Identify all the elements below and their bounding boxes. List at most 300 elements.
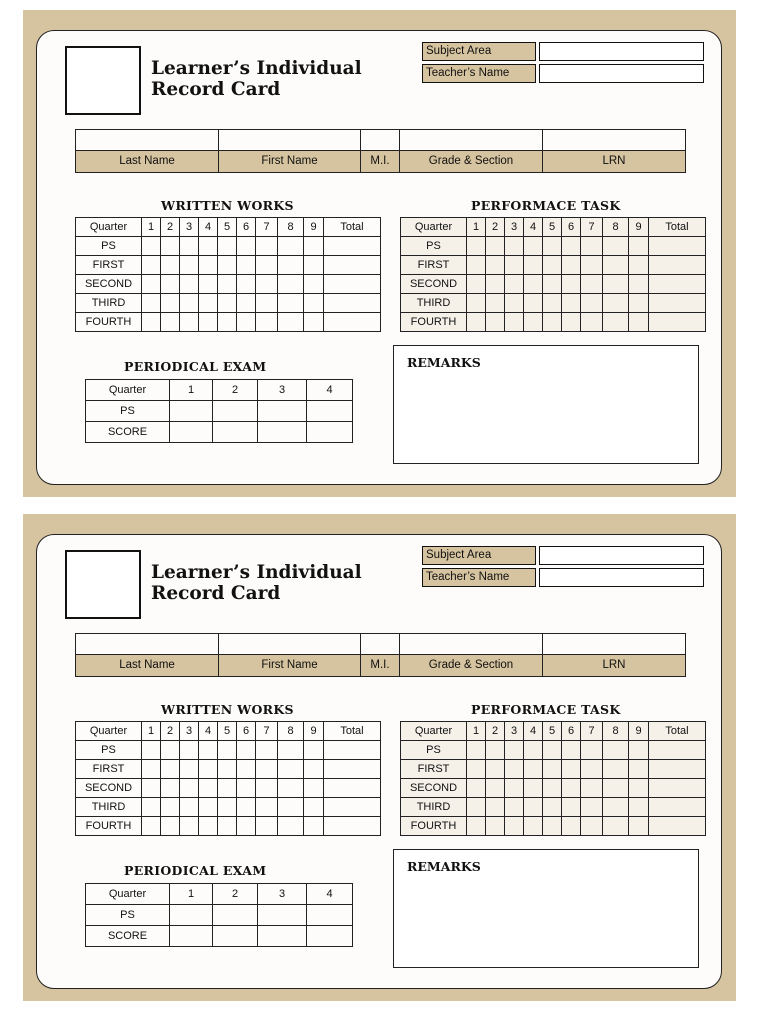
score-cell[interactable] <box>562 760 581 779</box>
score-cell[interactable] <box>278 237 304 256</box>
score-cell[interactable] <box>142 256 161 275</box>
score-cell[interactable] <box>237 798 256 817</box>
exam-cell[interactable] <box>170 926 213 947</box>
score-cell[interactable] <box>603 313 629 332</box>
lrn-field[interactable] <box>543 130 686 151</box>
score-cell[interactable] <box>524 779 543 798</box>
score-cell[interactable] <box>161 237 180 256</box>
score-cell[interactable] <box>524 275 543 294</box>
record-card-panel-2 <box>23 514 736 1001</box>
lrn-field[interactable] <box>543 634 686 655</box>
exam-cell[interactable] <box>258 422 307 443</box>
record-card-panel-1 <box>23 10 736 497</box>
subject-area-label: Subject Area <box>422 546 536 565</box>
score-cell[interactable] <box>603 817 629 836</box>
score-cell[interactable] <box>562 741 581 760</box>
column-header: 2 <box>161 722 180 741</box>
score-cell[interactable] <box>505 237 524 256</box>
row-label: SCORE <box>86 926 170 947</box>
score-cell[interactable] <box>562 779 581 798</box>
score-cell[interactable] <box>142 275 161 294</box>
score-cell[interactable] <box>199 779 218 798</box>
score-cell[interactable] <box>505 275 524 294</box>
column-header: 9 <box>304 722 324 741</box>
quarter-header: Quarter <box>86 380 170 401</box>
grade-section-label: Grade & Section <box>400 151 543 173</box>
first-name-label: First Name <box>219 151 361 173</box>
score-cell[interactable] <box>278 741 304 760</box>
score-cell[interactable] <box>486 275 505 294</box>
score-cell[interactable] <box>543 256 562 275</box>
score-cell[interactable] <box>505 798 524 817</box>
score-cell[interactable] <box>161 760 180 779</box>
score-cell[interactable] <box>543 313 562 332</box>
card-title <box>151 562 362 604</box>
score-cell[interactable] <box>304 817 324 836</box>
score-cell[interactable] <box>581 817 603 836</box>
column-header: 6 <box>562 218 581 237</box>
score-cell[interactable] <box>629 760 649 779</box>
score-cell[interactable] <box>467 798 486 817</box>
score-cell[interactable] <box>649 741 706 760</box>
score-cell[interactable] <box>581 294 603 313</box>
score-cell[interactable] <box>543 294 562 313</box>
score-cell[interactable] <box>142 798 161 817</box>
score-cell[interactable] <box>256 256 278 275</box>
written-works-table <box>75 217 381 332</box>
score-cell[interactable] <box>142 779 161 798</box>
exam-cell[interactable] <box>213 422 258 443</box>
score-cell[interactable] <box>649 798 706 817</box>
grade-section-field[interactable] <box>400 634 543 655</box>
last-name-label: Last Name <box>76 655 219 677</box>
written-works-title: WRITTEN WORKS <box>161 702 294 717</box>
periodical-exam-title: PERIODICAL EXAM <box>124 863 267 878</box>
card-title-line2: Record Card <box>151 79 281 100</box>
score-cell[interactable] <box>581 779 603 798</box>
column-header: 6 <box>562 722 581 741</box>
score-cell[interactable] <box>304 798 324 817</box>
score-cell[interactable] <box>304 741 324 760</box>
exam-cell[interactable] <box>258 926 307 947</box>
score-cell[interactable] <box>237 760 256 779</box>
column-header: 2 <box>213 884 258 905</box>
score-cell[interactable] <box>603 741 629 760</box>
learner-info-table <box>75 129 686 173</box>
score-cell[interactable] <box>581 256 603 275</box>
score-cell[interactable] <box>603 275 629 294</box>
teacher-name-field[interactable] <box>539 64 704 83</box>
score-cell[interactable] <box>180 256 199 275</box>
score-cell[interactable] <box>161 798 180 817</box>
card-title-line1: Learner’s Individual <box>151 562 362 583</box>
exam-cell[interactable] <box>307 422 353 443</box>
score-cell[interactable] <box>562 294 581 313</box>
middle-initial-label: M.I. <box>361 151 400 173</box>
score-cell[interactable] <box>467 779 486 798</box>
score-cell[interactable] <box>505 256 524 275</box>
score-cell[interactable] <box>256 237 278 256</box>
score-cell[interactable] <box>543 817 562 836</box>
score-cell[interactable] <box>218 741 237 760</box>
lrn-label: LRN <box>543 655 686 677</box>
last-name-label: Last Name <box>76 151 219 173</box>
score-cell[interactable] <box>324 313 381 332</box>
score-cell[interactable] <box>161 313 180 332</box>
performance-task-table <box>400 721 706 836</box>
score-cell[interactable] <box>256 779 278 798</box>
score-cell[interactable] <box>524 798 543 817</box>
row-label: PS <box>86 401 170 422</box>
score-cell[interactable] <box>199 817 218 836</box>
score-cell[interactable] <box>324 779 381 798</box>
score-cell[interactable] <box>142 760 161 779</box>
score-cell[interactable] <box>218 256 237 275</box>
column-header: 3 <box>505 722 524 741</box>
score-cell[interactable] <box>180 798 199 817</box>
teacher-name-field[interactable] <box>539 568 704 587</box>
score-cell[interactable] <box>562 256 581 275</box>
column-header: 1 <box>170 380 213 401</box>
score-cell[interactable] <box>649 313 706 332</box>
score-cell[interactable] <box>562 275 581 294</box>
score-cell[interactable] <box>486 779 505 798</box>
last-name-field[interactable] <box>76 130 219 151</box>
row-label: SECOND <box>76 779 142 798</box>
exam-cell[interactable] <box>213 905 258 926</box>
score-cell[interactable] <box>304 256 324 275</box>
score-cell[interactable] <box>524 760 543 779</box>
score-cell[interactable] <box>218 313 237 332</box>
exam-cell[interactable] <box>307 926 353 947</box>
row-label: PS <box>86 905 170 926</box>
row-label: THIRD <box>76 798 142 817</box>
score-cell[interactable] <box>486 760 505 779</box>
row-label: SECOND <box>401 275 467 294</box>
subject-area-field[interactable] <box>539 546 704 565</box>
remarks-box[interactable] <box>393 345 699 464</box>
score-cell[interactable] <box>629 275 649 294</box>
row-label: SECOND <box>401 779 467 798</box>
score-cell[interactable] <box>505 294 524 313</box>
column-header: 9 <box>629 218 649 237</box>
score-cell[interactable] <box>629 256 649 275</box>
score-cell[interactable] <box>467 275 486 294</box>
score-cell[interactable] <box>218 294 237 313</box>
score-cell[interactable] <box>603 237 629 256</box>
score-cell[interactable] <box>199 760 218 779</box>
score-cell[interactable] <box>256 741 278 760</box>
score-cell[interactable] <box>467 237 486 256</box>
score-cell[interactable] <box>237 779 256 798</box>
periodical-exam-table <box>85 883 353 947</box>
score-cell[interactable] <box>629 817 649 836</box>
score-cell[interactable] <box>467 313 486 332</box>
score-cell[interactable] <box>237 256 256 275</box>
exam-cell[interactable] <box>258 401 307 422</box>
score-cell[interactable] <box>649 294 706 313</box>
score-cell[interactable] <box>603 798 629 817</box>
score-cell[interactable] <box>180 779 199 798</box>
score-cell[interactable] <box>543 237 562 256</box>
score-cell[interactable] <box>199 798 218 817</box>
score-cell[interactable] <box>543 760 562 779</box>
last-name-field[interactable] <box>76 634 219 655</box>
score-cell[interactable] <box>324 237 381 256</box>
first-name-field[interactable] <box>219 130 361 151</box>
score-cell[interactable] <box>142 817 161 836</box>
column-header: 8 <box>603 722 629 741</box>
score-cell[interactable] <box>218 798 237 817</box>
score-cell[interactable] <box>629 779 649 798</box>
row-label: FOURTH <box>76 817 142 836</box>
score-cell[interactable] <box>180 275 199 294</box>
score-cell[interactable] <box>180 237 199 256</box>
column-header: 7 <box>256 722 278 741</box>
score-cell[interactable] <box>524 817 543 836</box>
score-cell[interactable] <box>505 760 524 779</box>
row-label: PS <box>76 741 142 760</box>
score-cell[interactable] <box>581 313 603 332</box>
record-card <box>36 30 722 485</box>
score-cell[interactable] <box>467 817 486 836</box>
score-cell[interactable] <box>278 760 304 779</box>
score-cell[interactable] <box>278 798 304 817</box>
score-cell[interactable] <box>237 237 256 256</box>
score-cell[interactable] <box>649 779 706 798</box>
score-cell[interactable] <box>304 760 324 779</box>
score-cell[interactable] <box>199 275 218 294</box>
column-header: 3 <box>505 218 524 237</box>
score-cell[interactable] <box>161 256 180 275</box>
score-cell[interactable] <box>180 741 199 760</box>
subject-teacher-block <box>422 42 704 86</box>
score-cell[interactable] <box>278 275 304 294</box>
exam-cell[interactable] <box>258 905 307 926</box>
score-cell[interactable] <box>199 313 218 332</box>
score-cell[interactable] <box>562 798 581 817</box>
score-cell[interactable] <box>256 760 278 779</box>
exam-cell[interactable] <box>170 422 213 443</box>
score-cell[interactable] <box>278 313 304 332</box>
score-cell[interactable] <box>256 817 278 836</box>
row-label: FIRST <box>401 760 467 779</box>
score-cell[interactable] <box>324 275 381 294</box>
score-cell[interactable] <box>505 313 524 332</box>
score-cell[interactable] <box>237 294 256 313</box>
middle-initial-field[interactable] <box>361 130 400 151</box>
column-header: 6 <box>237 218 256 237</box>
score-cell[interactable] <box>304 294 324 313</box>
row-label: THIRD <box>76 294 142 313</box>
score-cell[interactable] <box>324 741 381 760</box>
score-cell[interactable] <box>142 741 161 760</box>
score-cell[interactable] <box>467 741 486 760</box>
score-cell[interactable] <box>278 779 304 798</box>
score-cell[interactable] <box>256 798 278 817</box>
score-cell[interactable] <box>486 237 505 256</box>
column-header: 4 <box>524 218 543 237</box>
column-header: 5 <box>218 722 237 741</box>
row-label: FIRST <box>76 760 142 779</box>
column-header: 7 <box>256 218 278 237</box>
row-label: THIRD <box>401 798 467 817</box>
grade-section-field[interactable] <box>400 130 543 151</box>
column-header: 4 <box>524 722 543 741</box>
column-header: 1 <box>142 218 161 237</box>
score-cell[interactable] <box>562 313 581 332</box>
score-cell[interactable] <box>161 294 180 313</box>
score-cell[interactable] <box>256 275 278 294</box>
score-cell[interactable] <box>180 313 199 332</box>
column-header: 4 <box>307 380 353 401</box>
score-cell[interactable] <box>237 275 256 294</box>
score-cell[interactable] <box>603 760 629 779</box>
score-cell[interactable] <box>649 256 706 275</box>
subject-area-field[interactable] <box>539 42 704 61</box>
score-cell[interactable] <box>524 313 543 332</box>
score-cell[interactable] <box>562 237 581 256</box>
score-cell[interactable] <box>467 760 486 779</box>
score-cell[interactable] <box>199 294 218 313</box>
score-cell[interactable] <box>161 817 180 836</box>
exam-cell[interactable] <box>307 905 353 926</box>
score-cell[interactable] <box>649 275 706 294</box>
score-cell[interactable] <box>218 237 237 256</box>
periodical-exam-title: PERIODICAL EXAM <box>124 359 267 374</box>
score-cell[interactable] <box>486 294 505 313</box>
score-cell[interactable] <box>524 741 543 760</box>
score-cell[interactable] <box>161 275 180 294</box>
column-header: 8 <box>278 722 304 741</box>
quarter-header: Quarter <box>86 884 170 905</box>
score-cell[interactable] <box>467 294 486 313</box>
row-label: SECOND <box>76 275 142 294</box>
first-name-field[interactable] <box>219 634 361 655</box>
score-cell[interactable] <box>324 294 381 313</box>
score-cell[interactable] <box>278 817 304 836</box>
score-cell[interactable] <box>543 798 562 817</box>
score-cell[interactable] <box>180 294 199 313</box>
column-header: 8 <box>278 218 304 237</box>
score-cell[interactable] <box>161 779 180 798</box>
score-cell[interactable] <box>199 237 218 256</box>
score-cell[interactable] <box>629 294 649 313</box>
score-cell[interactable] <box>486 741 505 760</box>
column-header: 2 <box>161 218 180 237</box>
score-cell[interactable] <box>180 760 199 779</box>
score-cell[interactable] <box>199 741 218 760</box>
score-cell[interactable] <box>218 275 237 294</box>
score-cell[interactable] <box>524 237 543 256</box>
exam-cell[interactable] <box>213 401 258 422</box>
score-cell[interactable] <box>629 798 649 817</box>
score-cell[interactable] <box>581 741 603 760</box>
score-cell[interactable] <box>142 237 161 256</box>
score-cell[interactable] <box>304 237 324 256</box>
score-cell[interactable] <box>142 313 161 332</box>
score-cell[interactable] <box>324 256 381 275</box>
score-cell[interactable] <box>629 237 649 256</box>
score-cell[interactable] <box>581 275 603 294</box>
score-cell[interactable] <box>256 313 278 332</box>
score-cell[interactable] <box>237 741 256 760</box>
score-cell[interactable] <box>180 817 199 836</box>
score-cell[interactable] <box>324 798 381 817</box>
score-cell[interactable] <box>218 760 237 779</box>
score-cell[interactable] <box>581 237 603 256</box>
score-cell[interactable] <box>581 798 603 817</box>
score-cell[interactable] <box>304 313 324 332</box>
score-cell[interactable] <box>505 817 524 836</box>
score-cell[interactable] <box>649 237 706 256</box>
score-cell[interactable] <box>505 779 524 798</box>
score-cell[interactable] <box>278 294 304 313</box>
score-cell[interactable] <box>486 798 505 817</box>
score-cell[interactable] <box>649 817 706 836</box>
score-cell[interactable] <box>505 741 524 760</box>
score-cell[interactable] <box>603 294 629 313</box>
score-cell[interactable] <box>218 779 237 798</box>
exam-cell[interactable] <box>170 401 213 422</box>
column-header: 2 <box>486 218 505 237</box>
remarks-box[interactable] <box>393 849 699 968</box>
score-cell[interactable] <box>581 760 603 779</box>
column-header: 8 <box>603 218 629 237</box>
score-cell[interactable] <box>161 741 180 760</box>
row-label: FOURTH <box>401 817 467 836</box>
score-cell[interactable] <box>629 741 649 760</box>
score-cell[interactable] <box>524 256 543 275</box>
score-cell[interactable] <box>603 256 629 275</box>
score-cell[interactable] <box>237 817 256 836</box>
score-cell[interactable] <box>486 256 505 275</box>
score-cell[interactable] <box>278 256 304 275</box>
score-cell[interactable] <box>218 817 237 836</box>
score-cell[interactable] <box>562 817 581 836</box>
photo-box <box>65 46 141 115</box>
middle-initial-field[interactable] <box>361 634 400 655</box>
card-title-line2: Record Card <box>151 583 281 604</box>
quarter-header: Quarter <box>401 722 467 741</box>
written-works-title: WRITTEN WORKS <box>161 198 294 213</box>
exam-cell[interactable] <box>170 905 213 926</box>
score-cell[interactable] <box>324 817 381 836</box>
score-cell[interactable] <box>649 760 706 779</box>
score-cell[interactable] <box>304 275 324 294</box>
score-cell[interactable] <box>543 779 562 798</box>
row-label: FOURTH <box>76 313 142 332</box>
score-cell[interactable] <box>467 256 486 275</box>
score-cell[interactable] <box>142 294 161 313</box>
score-cell[interactable] <box>256 294 278 313</box>
score-cell[interactable] <box>543 741 562 760</box>
column-header: 4 <box>199 722 218 741</box>
score-cell[interactable] <box>524 294 543 313</box>
score-cell[interactable] <box>199 256 218 275</box>
score-cell[interactable] <box>603 779 629 798</box>
column-header: Total <box>324 722 381 741</box>
score-cell[interactable] <box>324 760 381 779</box>
score-cell[interactable] <box>486 817 505 836</box>
score-cell[interactable] <box>304 779 324 798</box>
exam-cell[interactable] <box>213 926 258 947</box>
score-cell[interactable] <box>629 313 649 332</box>
exam-cell[interactable] <box>307 401 353 422</box>
score-cell[interactable] <box>543 275 562 294</box>
score-cell[interactable] <box>237 313 256 332</box>
score-cell[interactable] <box>486 313 505 332</box>
